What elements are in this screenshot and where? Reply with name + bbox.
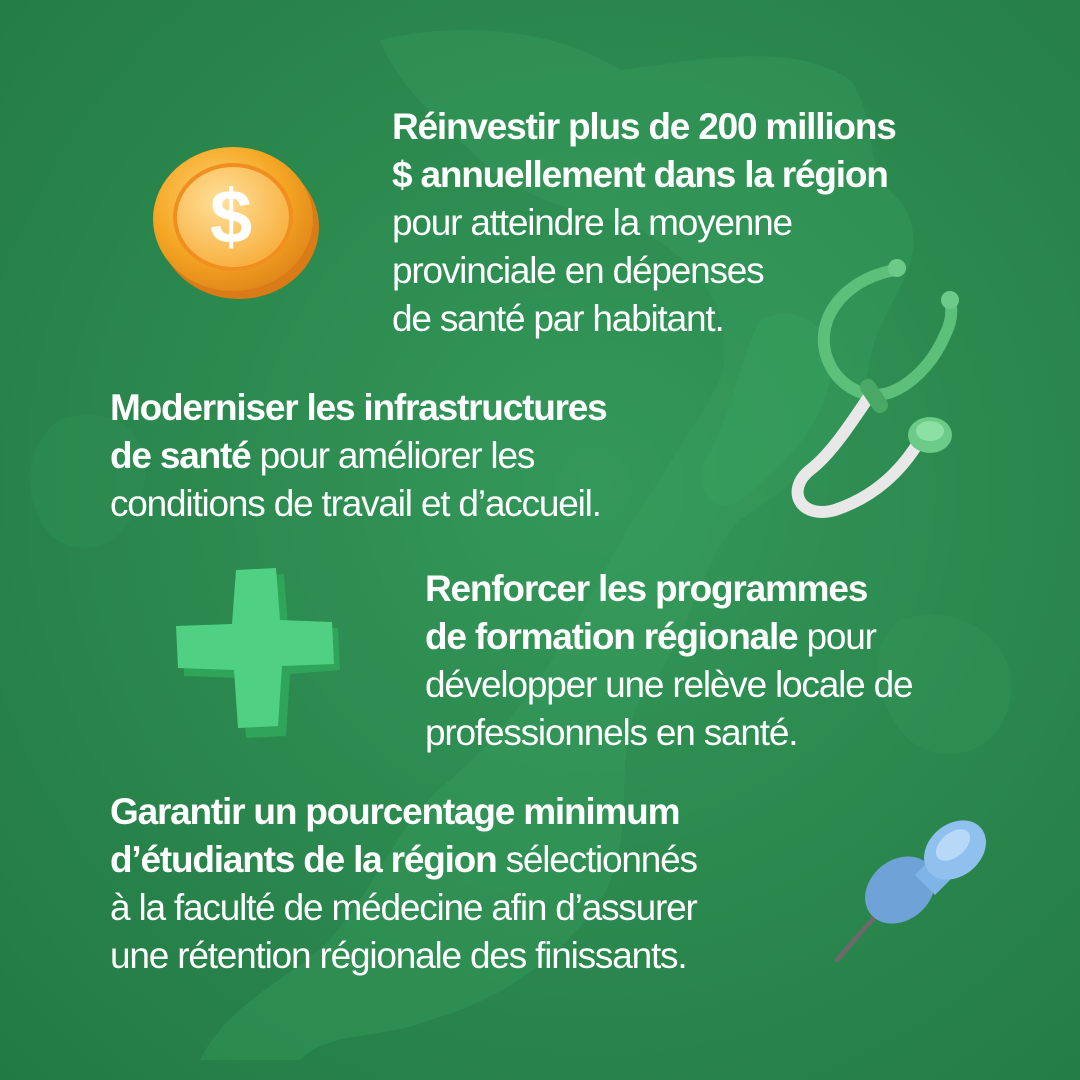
push-pin-icon	[825, 805, 1005, 970]
text-block-2	[110, 384, 710, 528]
coin-symbol: $	[209, 175, 253, 260]
block-4-body: sélectionnés à la faculté de médecine afin d’assurer une rétention régionale des finissants.	[110, 839, 697, 976]
block-3-body: pour développer une relève locale de professionnels en santé.	[425, 616, 913, 753]
block-1-headline: Réinvestir plus de 200 millions $ annuellement dans la région	[392, 106, 896, 195]
text-block-1	[392, 103, 982, 343]
block-4-headline: Garantir un pourcentage minimum d’étudiants de la région	[110, 791, 680, 880]
coin-dollar-icon	[145, 135, 325, 305]
text-block-3	[425, 565, 1025, 757]
text-block-4	[110, 788, 810, 980]
block-3-headline: Renforcer les programmes de formation régionale	[425, 568, 868, 657]
block-2-body: pour améliorer les conditions de travail et d’accueil.	[110, 435, 601, 524]
block-1-body: pour atteindre la moyenne provinciale en dépenses de santé par habitant.	[392, 202, 792, 339]
block-2-headline: Moderniser les infrastructures de santé	[110, 387, 607, 476]
medical-cross-icon	[172, 566, 347, 746]
